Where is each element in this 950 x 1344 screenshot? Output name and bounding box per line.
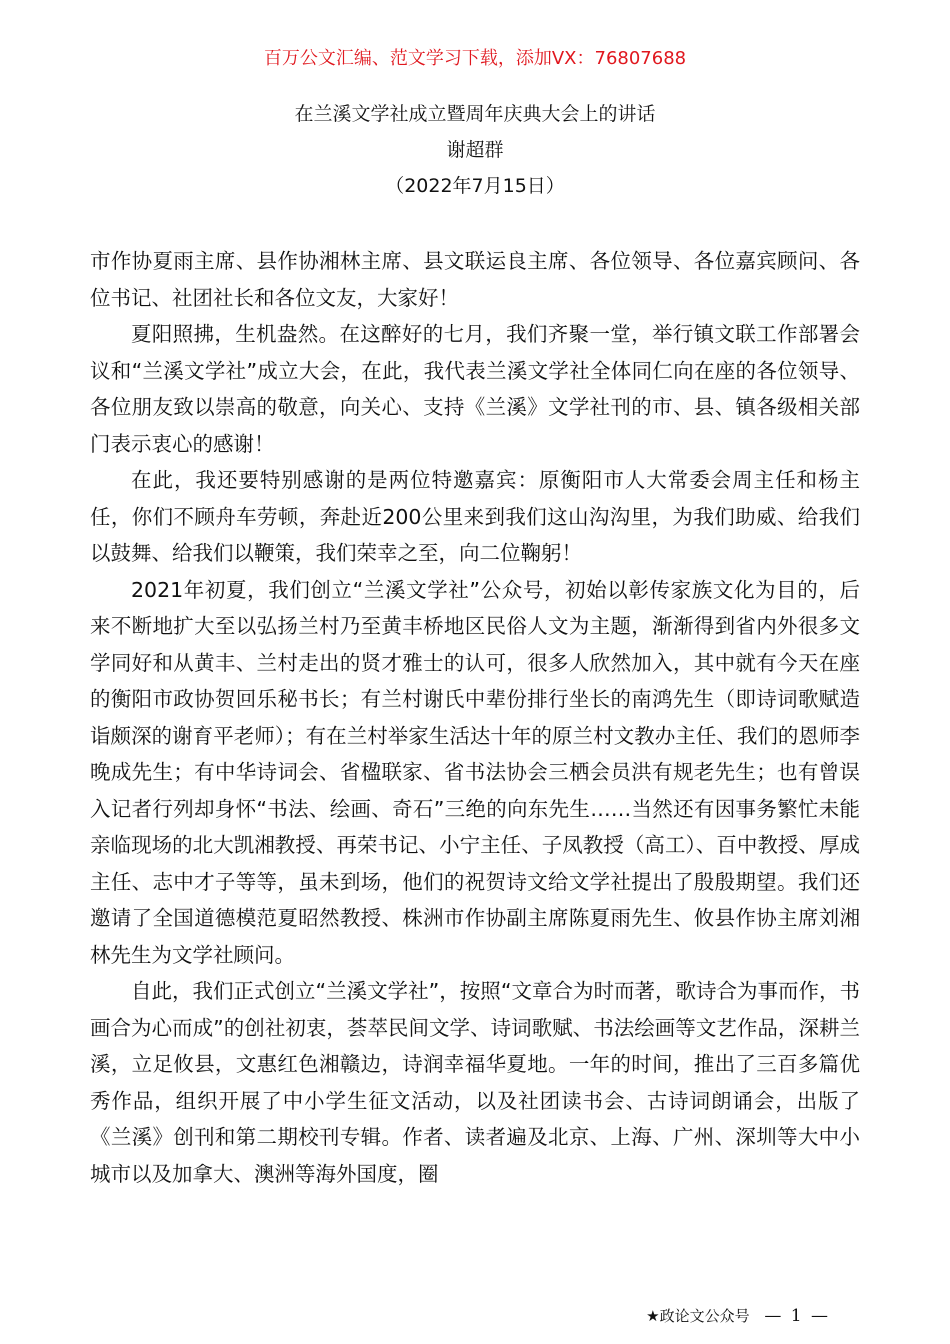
title-block [0, 96, 950, 204]
paragraph: 2021年初夏，我们创立“兰溪文学社”公众号，初始以彰传家族文化为目的，后来不断地扩大至以弘扬兰村乃至黄丰桥地区民俗人文为主题，渐渐得到省内外很多文学同好和从黄丰、兰村走出的贤才雅士的认可，很多人欣然加入，其中就有今天在座的衡阳市政协贺回乐秘书长；有兰村谢氏中辈份排行坐长的南鸿先生（即诗词歌赋造诣颇深的谢育平老师）；有在兰村举家生活达十年的原兰村文教办主任、我们的恩师李晚成先生；有中华诗词会、省楹联家、省书法协会三栖会员洪有规老先生；也有曾误入记者行列却身怀“书法、绘画、奇石”三绝的向东先生……当然还有因事务繁忙未能亲临现场的北大凯湘教授、再荣书记、小宁主任、子凤教授（高工）、百中教授、厚成主任、志中才子等等，虽未到场，他们的祝贺诗文给文学社提出了殷殷期望。我们还邀请了全国道德模范夏昭然教授、株洲市作协副主席陈夏雨先生、攸县作协主席刘湘林先生为文学社顾问。 [90, 577, 860, 967]
promo-banner: 百万公文汇编、范文学习下载，添加VX：76807688 [263, 48, 687, 69]
footer-source: ★政论文公众号 [646, 1307, 750, 1325]
page-number: — 1 — [764, 1306, 830, 1326]
document-title: 在兰溪文学社成立暨周年庆典大会上的讲话 [294, 103, 656, 125]
author-name: 谢超群 [446, 139, 504, 161]
page-footer [646, 1304, 830, 1328]
speech-body [90, 243, 860, 1192]
paragraph: 夏阳照拂，生机盎然。在这醉好的七月，我们齐聚一堂，举行镇文联工作部署会议和“兰溪文学社”成立大会，在此，我代表兰溪文学社全体同仁向在座的各位领导、各位朋友致以崇高的敬意，向关心、支持《兰溪》文学社刊的市、县、镇各级相关部门表示衷心的感谢！ [90, 322, 860, 456]
paragraph: 在此，我还要特别感谢的是两位特邀嘉宾：原衡阳市人大常委会周主任和杨主任，你们不顾舟车劳顿，奔赴近200公里来到我们这山沟沟里，为我们助威、给我们以鼓舞、给我们以鞭策，我们荣幸之至，向二位鞠躬！ [90, 468, 860, 565]
paragraph: 自此，我们正式创立“兰溪文学社”，按照“文章合为时而著，歌诗合为事而作，书画合为心而成”的创社初衷，荟萃民间文学、诗词歌赋、书法绘画等文艺作品，深耕兰溪，立足攸县，文惠红色湘赣边，诗润幸福华夏地。一年的时间，推出了三百多篇优秀作品，组织开展了中小学生征文活动，以及社团读书会、古诗词朗诵会，出版了《兰溪》创刊和第二期校刊专辑。作者、读者遍及北京、上海、广州、深圳等大中小城市以及加拿大、澳洲等海外国度，圈 [90, 979, 860, 1186]
paragraph-salutation: 市作协夏雨主席、县作协湘林主席、县文联运良主席、各位领导、各位嘉宾顾问、各位书记、社团社长和各位文友，大家好！ [90, 249, 860, 310]
speech-date: （2022年7月15日） [385, 175, 565, 197]
